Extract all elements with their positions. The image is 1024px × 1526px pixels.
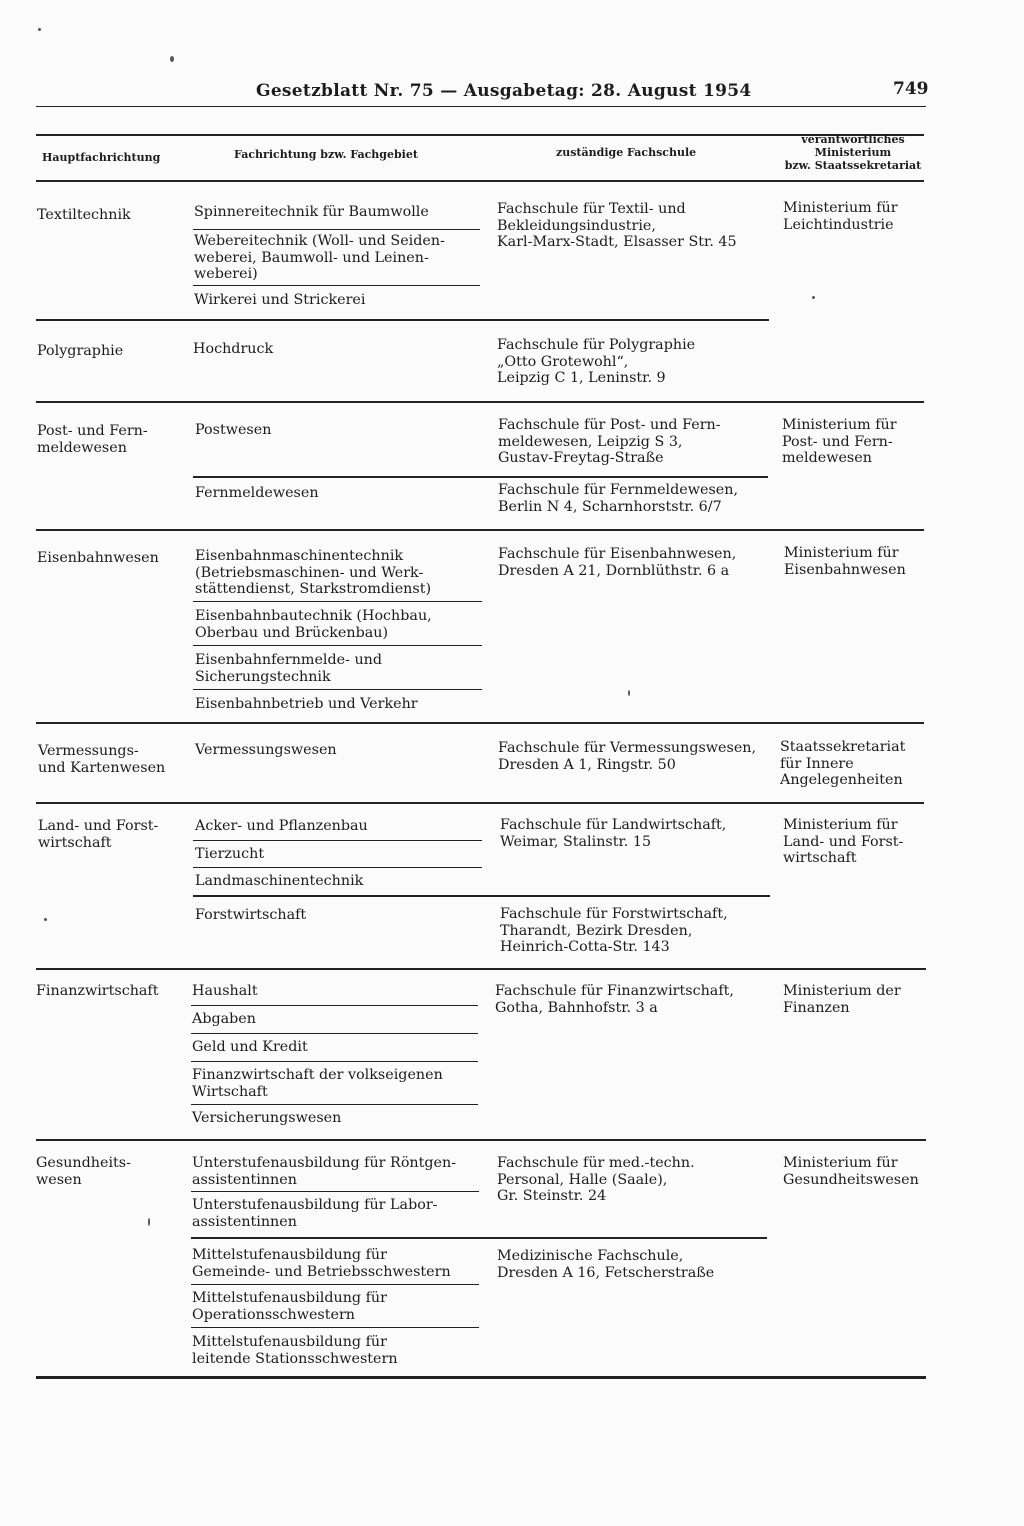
- field-laborassistentinnen: Unterstufenausbildung für Labor- assistentinnen: [192, 1197, 438, 1230]
- section-rule: [36, 1139, 926, 1141]
- column-header-field: Fachrichtung bzw. Fachgebiet: [234, 148, 418, 161]
- column-header-main: Hauptfachrichtung: [42, 151, 161, 164]
- field-acker-pflanzenbau: Acker- und Pflanzenbau: [195, 818, 368, 834]
- school-textil: Fachschule für Textil- und Bekleidungsindustrie, Karl-Marx-Stadt, Elsasser Str. 45: [497, 201, 737, 250]
- field-divider: [191, 1327, 479, 1328]
- school-med-techn-personal: Fachschule für med.-techn. Personal, Halle (Saale), Gr. Steinstr. 24: [497, 1155, 695, 1204]
- section-rule: [36, 968, 926, 970]
- ministry-post-fernmeldewesen: Ministerium für Post- und Fern- meldewesen: [782, 417, 897, 466]
- column-header-school: zuständige Fachschule: [556, 146, 697, 159]
- school-forstwirtschaft: Fachschule für Forstwirtschaft, Tharandt, Bezirk Dresden, Heinrich-Cotta-Str. 143: [500, 906, 728, 955]
- school-polygraphie: Fachschule für Polygraphie „Otto Grotewohl“, Leipzig C 1, Leninstr. 9: [497, 337, 696, 386]
- field-divider: [193, 689, 482, 690]
- field-postwesen: Postwesen: [195, 422, 272, 438]
- main-post-fernmeldewesen: Post- und Fern- meldewesen: [37, 423, 148, 456]
- section-rule: [36, 722, 924, 724]
- field-finanzwirtschaft-volkseigen: Finanzwirtschaft der volkseigenen Wirtschaft: [192, 1067, 443, 1100]
- field-divider: [191, 1104, 478, 1105]
- school-finanzwirtschaft: Fachschule für Finanzwirtschaft, Gotha, Bahnhofstr. 3 a: [495, 983, 734, 1016]
- section-rule: [36, 529, 924, 531]
- school-fernmeldewesen: Fachschule für Fernmeldewesen, Berlin N 4, Scharnhorststr. 6/7: [498, 482, 738, 515]
- field-roentgenassistentinnen: Unterstufenausbildung für Röntgen- assistentinnen: [192, 1155, 457, 1188]
- field-divider: [191, 1284, 479, 1285]
- field-landmaschinentechnik: Landmaschinentechnik: [195, 873, 364, 889]
- subsection-rule: [191, 1237, 767, 1239]
- field-eisenbahnmaschinentechnik: Eisenbahnmaschinentechnik (Betriebsmaschinen- und Werk- stättendienst, Starkstromdienst): [195, 548, 432, 597]
- field-stationsschwestern: Mittelstufenausbildung für leitende Stationsschwestern: [192, 1334, 398, 1367]
- field-divider: [193, 601, 482, 602]
- field-divider: [193, 229, 480, 230]
- ministry-innere-angelegenheiten: Staatssekretariat für Innere Angelegenheiten: [780, 739, 906, 788]
- column-header-rule: [36, 180, 924, 182]
- field-forstwirtschaft: Forstwirtschaft: [195, 907, 307, 923]
- school-eisenbahnwesen: Fachschule für Eisenbahnwesen, Dresden A 21, Dornblüthstr. 6 a: [498, 546, 737, 579]
- ministry-finanzen: Ministerium der Finanzen: [783, 983, 901, 1016]
- field-abgaben: Abgaben: [192, 1011, 256, 1027]
- field-spinnereitechnik: Spinnereitechnik für Baumwolle: [194, 204, 429, 220]
- main-polygraphie: Polygraphie: [37, 343, 124, 359]
- field-gemeindeschwestern: Mittelstufenausbildung für Gemeinde- und Betriebsschwestern: [192, 1247, 451, 1280]
- section-rule: [36, 401, 924, 403]
- field-divider: [191, 1005, 478, 1006]
- field-divider: [193, 840, 482, 841]
- school-post-fernmeldewesen: Fachschule für Post- und Fern- meldewesen, Leipzig S 3, Gustav-Freytag-Straße: [498, 417, 721, 466]
- scan-speck: [170, 56, 174, 62]
- field-divider: [191, 1191, 479, 1192]
- ministry-land-forstwirtschaft: Ministerium für Land- und Forst- wirtschaft: [783, 817, 904, 866]
- column-header-ministry: verantwortliches Ministerium bzw. Staatssekretariat: [784, 133, 922, 172]
- scan-speck: [628, 690, 630, 696]
- main-finanzwirtschaft: Finanzwirtschaft: [36, 983, 159, 999]
- main-eisenbahnwesen: Eisenbahnwesen: [37, 550, 159, 566]
- field-tierzucht: Tierzucht: [195, 846, 265, 862]
- header-rule: [36, 106, 926, 107]
- field-eisenbahnbetrieb: Eisenbahnbetrieb und Verkehr: [195, 696, 418, 712]
- field-vermessungswesen: Vermessungswesen: [195, 742, 337, 758]
- field-geld-kredit: Geld und Kredit: [192, 1039, 308, 1055]
- scan-speck: [44, 918, 47, 921]
- main-gesundheitswesen: Gesundheits- wesen: [36, 1155, 131, 1188]
- ministry-gesundheitswesen: Ministerium für Gesundheitswesen: [783, 1155, 919, 1188]
- field-fernmeldewesen: Fernmeldewesen: [195, 485, 319, 501]
- subsection-rule: [193, 895, 770, 897]
- section-rule: [36, 319, 769, 321]
- main-textiltechnik: Textiltechnik: [37, 207, 131, 223]
- field-divider: [191, 1061, 478, 1062]
- field-operationsschwestern: Mittelstufenausbildung für Operationsschwestern: [192, 1290, 387, 1323]
- section-rule: [36, 802, 924, 804]
- field-eisenbahnfernmelde: Eisenbahnfernmelde- und Sicherungstechnik: [195, 652, 383, 685]
- page-number: 749: [893, 79, 929, 99]
- scan-speck: [38, 28, 41, 31]
- ministry-leichtindustrie: Ministerium für Leichtindustrie: [783, 200, 898, 233]
- subsection-rule: [193, 476, 768, 478]
- field-hochdruck: Hochdruck: [193, 341, 274, 357]
- ministry-eisenbahnwesen: Ministerium für Eisenbahnwesen: [784, 545, 906, 578]
- school-landwirtschaft: Fachschule für Landwirtschaft, Weimar, Stalinstr. 15: [500, 817, 727, 850]
- field-divider: [193, 285, 480, 286]
- field-divider: [191, 1033, 478, 1034]
- scan-speck: [148, 1218, 150, 1226]
- field-versicherungswesen: Versicherungswesen: [192, 1110, 342, 1126]
- school-medizinische-fachschule: Medizinische Fachschule, Dresden A 16, Fetscherstraße: [497, 1248, 715, 1281]
- main-vermessungswesen: Vermessungs- und Kartenwesen: [38, 743, 166, 776]
- field-eisenbahnbautechnik: Eisenbahnbautechnik (Hochbau, Oberbau und Brückenbau): [195, 608, 432, 641]
- field-webereitechnik: Webereitechnik (Woll- und Seiden- weberei, Baumwoll- und Leinen- weberei): [194, 233, 445, 282]
- main-land-forstwirtschaft: Land- und Forst- wirtschaft: [38, 818, 159, 851]
- page-header-title: Gesetzblatt Nr. 75 — Ausgabetag: 28. August 1954: [256, 81, 752, 101]
- field-divider: [193, 645, 482, 646]
- scan-speck: [812, 296, 815, 299]
- table-bottom-rule: [36, 1376, 926, 1379]
- school-vermessungswesen: Fachschule für Vermessungswesen, Dresden A 1, Ringstr. 50: [498, 740, 757, 773]
- field-haushalt: Haushalt: [192, 983, 258, 999]
- field-divider: [193, 867, 482, 868]
- field-wirkerei: Wirkerei und Strickerei: [194, 292, 366, 308]
